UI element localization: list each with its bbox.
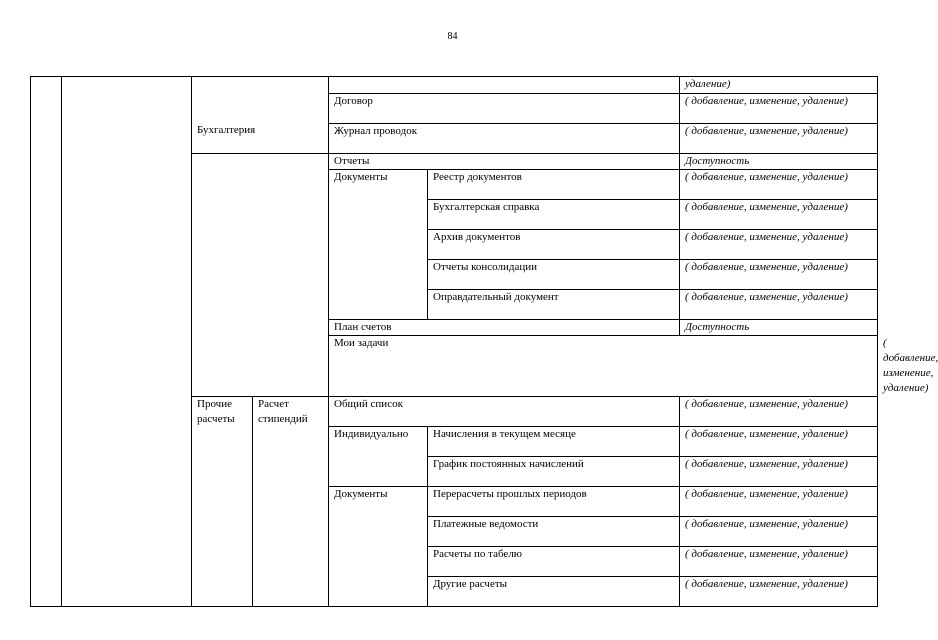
permission-cell: ( добавление, изменение, удаление) (680, 577, 878, 607)
item-cell: План счетов (329, 320, 680, 336)
permission-cell: ( добавление, изменение, удаление) (680, 230, 878, 260)
subitem-cell: Платежные ведомости (428, 517, 680, 547)
permission-cell: ( добавление, изменение, удаление) (680, 290, 878, 320)
subitem-cell: Бухгалтерская справка (428, 200, 680, 230)
subitem-cell: Архив документов (428, 230, 680, 260)
section-cell: Бухгалтерия (192, 123, 329, 366)
permission-cell: удаление) (680, 77, 878, 94)
item-cell (329, 77, 680, 94)
item-cell: Индивидуально (329, 427, 428, 487)
page-number: 84 (447, 31, 458, 42)
item-cell: Документы (329, 487, 428, 607)
subitem-cell: Другие расчеты (428, 577, 680, 607)
subitem-cell: Оправдательный документ (428, 290, 680, 320)
subitem-cell: Расчеты по табелю (428, 547, 680, 577)
permission-cell: ( добавление, изменение, удаление) (680, 397, 878, 427)
permission-cell: ( добавление, изменение, удаление) (680, 517, 878, 547)
col-1-cell (31, 77, 62, 607)
permission-cell: Доступность (680, 320, 878, 336)
permission-cell: Доступность (680, 154, 878, 170)
permission-cell: ( добавление, изменение, удаление) (680, 260, 878, 290)
permission-cell: ( добавление, изменение, удаление) (680, 200, 878, 230)
permission-cell: ( добавление, изменение, удаление) (680, 457, 878, 487)
permissions-table (30, 76, 938, 607)
subitem-cell: Отчеты консолидации (428, 260, 680, 290)
section-cell: Мои задачи (329, 336, 878, 397)
subitem-cell: График постоянных начислений (428, 457, 680, 487)
col-2-cell (62, 77, 192, 607)
table-row: Мои задачи ( добавление, изменение, удаление) (31, 336, 878, 397)
subitem-cell: Перерасчеты прошлых периодов (428, 487, 680, 517)
permission-cell: ( добавление, изменение, удаление) (680, 427, 878, 457)
subitem-cell: Начисления в текущем месяце (428, 427, 680, 457)
permission-cell: ( добавление, изменение, удаление) (680, 94, 878, 124)
permission-cell: ( добавление, изменение, удаление) (680, 547, 878, 577)
table-row (31, 77, 878, 94)
item-cell: Договор (329, 94, 680, 124)
permission-cell: ( добавление, изменение, удаление) (680, 124, 878, 154)
permission-cell: ( добавление, изменение, удаление) (680, 170, 878, 200)
permission-cell: ( добавление, изменение, удаление) (680, 487, 878, 517)
subitem-cell: Реестр документов (428, 170, 680, 200)
item-cell: Журнал проводок (329, 124, 680, 154)
item-cell: Отчеты (329, 154, 680, 170)
section-cell: Прочие расчеты (192, 397, 253, 607)
item-cell: Документы (329, 170, 428, 320)
subsection-cell: Расчет стипендий (253, 397, 329, 607)
item-cell: Общий список (329, 397, 680, 427)
